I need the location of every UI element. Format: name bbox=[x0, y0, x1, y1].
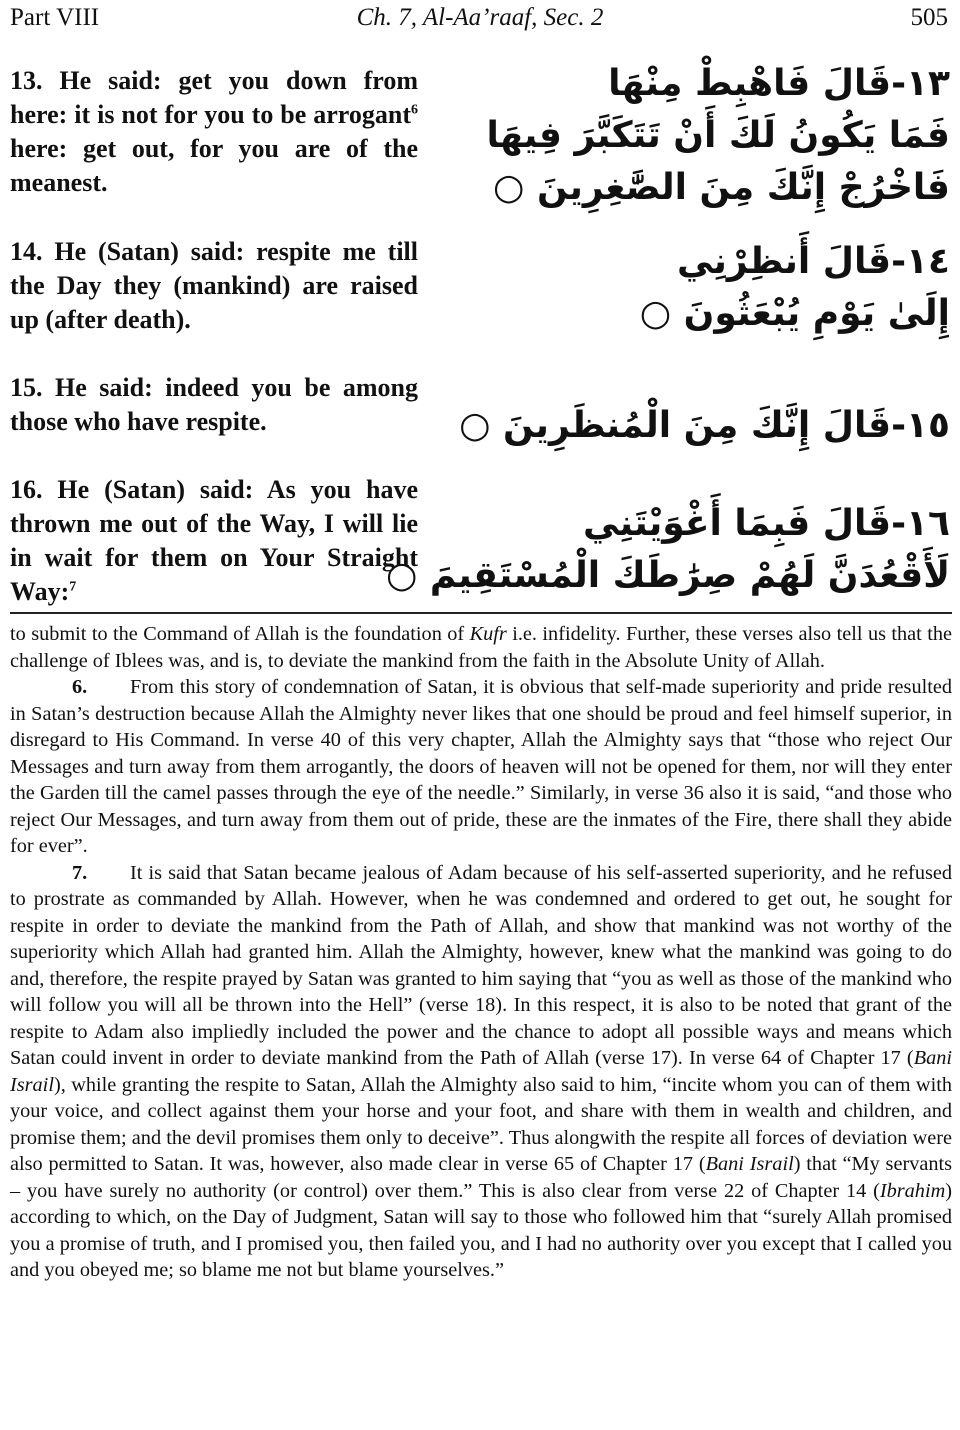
footnote-7-number: 7. bbox=[72, 861, 88, 884]
verse-16-translation: 16. He (Satan) said: As you have thrown me out of the Way, I will lie in wait for them on Your Straight Way:$^7$ bbox=[10, 475, 418, 606]
commentary-continuation: to submit to the Command of Allah is the foundation of Kufr i.e. infidelity. Further, these verses also tell us that the challenge of Iblees was, and is, to deviate the mankind from the faith in the Absolute Unity of Allah. bbox=[10, 623, 953, 672]
footnote-7: 7. It is said that Satan became jealous of Adam because of his self-asserted superiority, and he refused to prostrate as commanded by Allah. However, when he was condemned and ordered to get out, he sought for respite in order to deviate the mankind from the Path of Allah, and show that mankind was not worthy of the superiority which Allah had granted him. Allah the Almighty, however, knew what the mankind was going to do and, therefore, the respite prayed by Satan was granted to him saying that “you as well as those of the mankind who will follow you will all be thrown into the Hell” (verse 18). In this respect, it is also to be noted that grant of the respite to Adam also impliedly included the power and the chance to adopt all possible ways and means which Satan could invent in order to deviate mankind from the Path of Allah (verse 17). In verse 64 of Chapter 17 (Bani Israil), while granting the respite to Satan, Allah the Almighty also said to him, “incite whom you can of them with your voice, and collect against them your horse and your foot, and share with them in wealth and children, and promise them; and the devil promises them only to deceive”. Thus alongwith the respite all forces of deviation were also permitted to Satan. It was, however, also made clear in verse 65 of Chapter 17 (Bani Israil) that “My servants – you have surely no authority (or control) over them.” This is also clear from verse 22 of Chapter 14 (Ibrahim) according to which, on the Day of Judgment, Satan will say to those who followed him that “surely Allah promised you a promise of truth, and I promised you, then failed you, and I had no authority over you except that I called you and you obeyed me; so blame me not but blame yourselves.” bbox=[10, 861, 953, 1281]
verse-15-translation: 15. He said: indeed you be among those who have respite. bbox=[10, 373, 418, 436]
verse-14-arabic: ١٤-قَالَ أَنظِرْنِي إِلَىٰ يَوْمِ يُبْعَثُونَ ○ bbox=[639, 241, 950, 334]
footnote-ref-7: 7 bbox=[69, 579, 77, 595]
page-number: 505 bbox=[910, 4, 948, 31]
verse-16-arabic: ١٦-قَالَ فَبِمَا أَغْوَيْتَنِي لَأَقْعُدَنَّ لَهُمْ صِرَٰطَكَ الْمُسْتَقِيمَ ○ bbox=[385, 503, 950, 596]
verse-13-translation: 13. He said: get you down from here: it is not for you to be arrogant$^6$ here: get out, for you are of the meanest. bbox=[10, 66, 418, 197]
footnote-6-number: 6. bbox=[72, 676, 88, 698]
footnote-6: 6. From this story of condemnation of Satan, it is obvious that self-made superiority and pride resulted in Satan’s destruction because Allah the Almighty never likes that one should be proud and feel himself superior, in disregard to His Command. In verse 40 of this very chapter, Allah the Almighty says that “those who reject Our Messages and turn away from them arrogantly, the doors of heaven will not be opened for them, nor will they enter the Garden till the camel passes through the eye of the needle.” Similarly, in verse 36 also it is said, “and those who reject Our Messages, and turn away from them out of pride, these are the inmates of the Fire, there shall they abide for ever”. bbox=[10, 676, 952, 857]
verse-13-arabic: ١٣-قَالَ فَاهْبِطْ مِنْهَا فَمَا يَكُونُ لَكَ أَنْ تَتَكَبَّرَ فِيهَا فَاخْرُجْ إِنَّكَ مِنَ الصَّٰغِرِينَ ○ bbox=[486, 63, 950, 208]
section-divider bbox=[10, 612, 952, 614]
verse-14-translation: 14. He (Satan) said: respite me till the Day they (mankind) are raised up (after death). bbox=[10, 237, 418, 334]
chapter-title: Ch. 7, Al-Aa’raaf, Sec. 2 bbox=[356, 4, 604, 31]
verse-15-arabic: ١٥-قَالَ إِنَّكَ مِنَ الْمُنظَرِينَ ○ bbox=[459, 405, 950, 446]
commentary bbox=[10, 621, 952, 1284]
part-label: Part VIII bbox=[10, 4, 100, 31]
page-header bbox=[0, 0, 960, 40]
footnote-ref-6: 6 bbox=[411, 102, 418, 118]
